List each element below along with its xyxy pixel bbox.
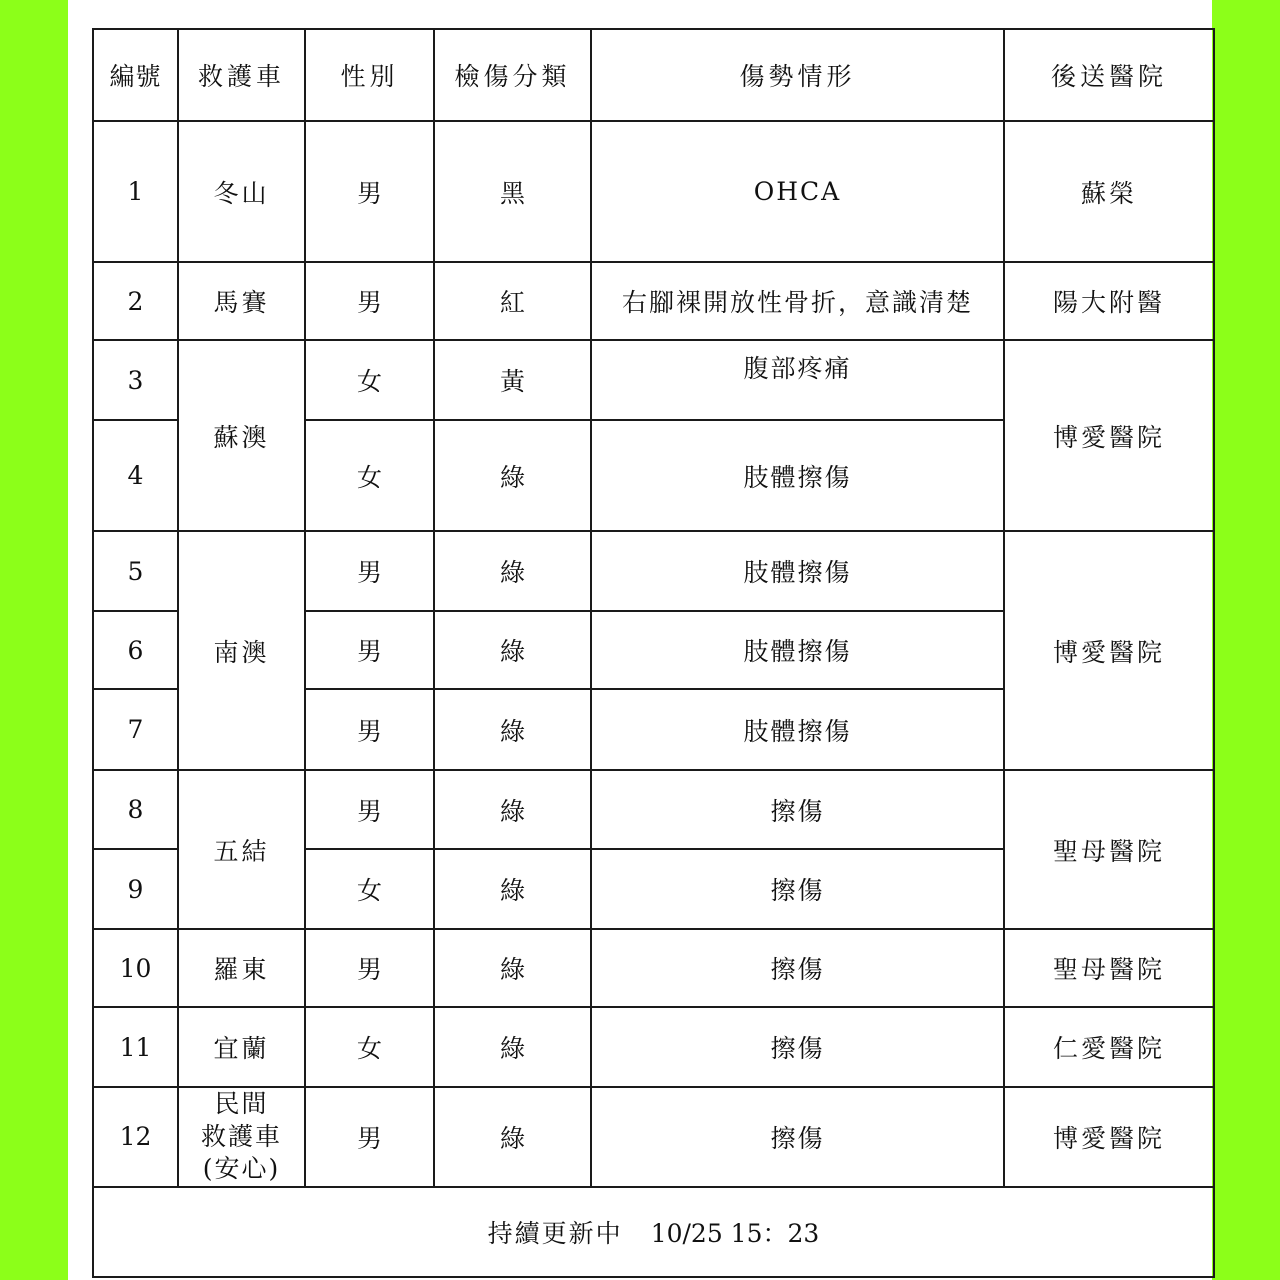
cell-no: 4 <box>93 420 178 531</box>
cell-ambulance: 冬山 <box>178 121 305 262</box>
cell-injury: OHCA <box>591 121 1004 262</box>
cell-ambulance: 宜蘭 <box>178 1007 305 1087</box>
table-row <box>93 1087 1214 1187</box>
cell-injury: 擦傷 <box>591 929 1004 1007</box>
header-no: 編號 <box>93 29 178 121</box>
cell-ambulance: 馬賽 <box>178 262 305 340</box>
table-row <box>93 1007 1214 1087</box>
header-ambulance: 救護車 <box>178 29 305 121</box>
cell-triage: 綠 <box>434 611 591 689</box>
header-triage: 檢傷分類 <box>434 29 591 121</box>
header-row <box>93 29 1214 121</box>
cell-no: 12 <box>93 1087 178 1187</box>
cell-no: 11 <box>93 1007 178 1087</box>
cell-hospital: 博愛醫院 <box>1004 340 1214 531</box>
cell-triage: 綠 <box>434 770 591 849</box>
cell-hospital: 聖母醫院 <box>1004 929 1214 1007</box>
cell-injury: 肢體擦傷 <box>591 611 1004 689</box>
cell-injury: 擦傷 <box>591 849 1004 929</box>
cell-ambulance: 五結 <box>178 770 305 929</box>
cell-triage: 綠 <box>434 689 591 770</box>
cell-ambulance: 蘇澳 <box>178 340 305 531</box>
cell-hospital: 聖母醫院 <box>1004 770 1214 929</box>
cell-no: 3 <box>93 340 178 420</box>
cell-no: 10 <box>93 929 178 1007</box>
cell-injury: 肢體擦傷 <box>591 531 1004 611</box>
cell-gender: 男 <box>305 1087 434 1187</box>
cell-hospital: 博愛醫院 <box>1004 1087 1214 1187</box>
cell-no: 1 <box>93 121 178 262</box>
header-gender: 性別 <box>305 29 434 121</box>
table-row <box>93 340 1214 420</box>
cell-injury: 擦傷 <box>591 1007 1004 1087</box>
ambulance-line: 救護車 <box>200 1121 282 1151</box>
cell-triage: 黃 <box>434 340 591 420</box>
cell-no: 6 <box>93 611 178 689</box>
footer-row <box>93 1187 1214 1277</box>
table-row <box>93 531 1214 611</box>
header-injury: 傷勢情形 <box>591 29 1004 121</box>
cell-triage: 綠 <box>434 1087 591 1187</box>
cell-gender: 男 <box>305 689 434 770</box>
cell-no: 7 <box>93 689 178 770</box>
footer-cell <box>93 1187 1214 1277</box>
header-hospital: 後送醫院 <box>1004 29 1214 121</box>
cell-hospital: 仁愛醫院 <box>1004 1007 1214 1087</box>
cell-injury: 擦傷 <box>591 770 1004 849</box>
cell-gender: 女 <box>305 1007 434 1087</box>
cell-gender: 男 <box>305 121 434 262</box>
cell-injury: 肢體擦傷 <box>591 420 1004 531</box>
cell-triage: 綠 <box>434 929 591 1007</box>
cell-gender: 男 <box>305 531 434 611</box>
cell-triage: 綠 <box>434 1007 591 1087</box>
cell-triage: 綠 <box>434 531 591 611</box>
cell-injury: 腹部疼痛 <box>591 340 1004 420</box>
cell-gender: 男 <box>305 611 434 689</box>
cell-no: 5 <box>93 531 178 611</box>
cell-injury: 擦傷 <box>591 1087 1004 1187</box>
cell-ambulance: 羅東 <box>178 929 305 1007</box>
ambulance-line: (安心) <box>202 1154 281 1183</box>
table-row <box>93 121 1214 262</box>
cell-injury: 肢體擦傷 <box>591 689 1004 770</box>
cell-hospital: 博愛醫院 <box>1004 531 1214 770</box>
cell-no: 2 <box>93 262 178 340</box>
cell-no: 8 <box>93 770 178 849</box>
cell-hospital: 蘇榮 <box>1004 121 1214 262</box>
cell-triage: 綠 <box>434 849 591 929</box>
cell-gender: 女 <box>305 849 434 929</box>
table-row <box>93 929 1214 1007</box>
ambulance-line: 民間 <box>214 1089 269 1118</box>
cell-no: 9 <box>93 849 178 929</box>
cell-gender: 女 <box>305 420 434 531</box>
cell-triage: 綠 <box>434 420 591 531</box>
table-row <box>93 262 1214 340</box>
cell-hospital: 陽大附醫 <box>1004 262 1214 340</box>
table-row <box>93 770 1214 849</box>
cell-ambulance: 南澳 <box>178 531 305 770</box>
casualty-table <box>92 28 1215 1278</box>
cell-triage: 紅 <box>434 262 591 340</box>
update-status: 持續更新中 <box>487 1218 623 1248</box>
cell-gender: 女 <box>305 340 434 420</box>
cell-injury: 右腳裸開放性骨折，意識清楚 <box>591 262 1004 340</box>
cell-gender: 男 <box>305 929 434 1007</box>
cell-gender: 男 <box>305 770 434 849</box>
cell-ambulance <box>178 1087 305 1187</box>
cell-triage: 黑 <box>434 121 591 262</box>
cell-gender: 男 <box>305 262 434 340</box>
update-time: 10/25 15：23 <box>650 1218 820 1248</box>
